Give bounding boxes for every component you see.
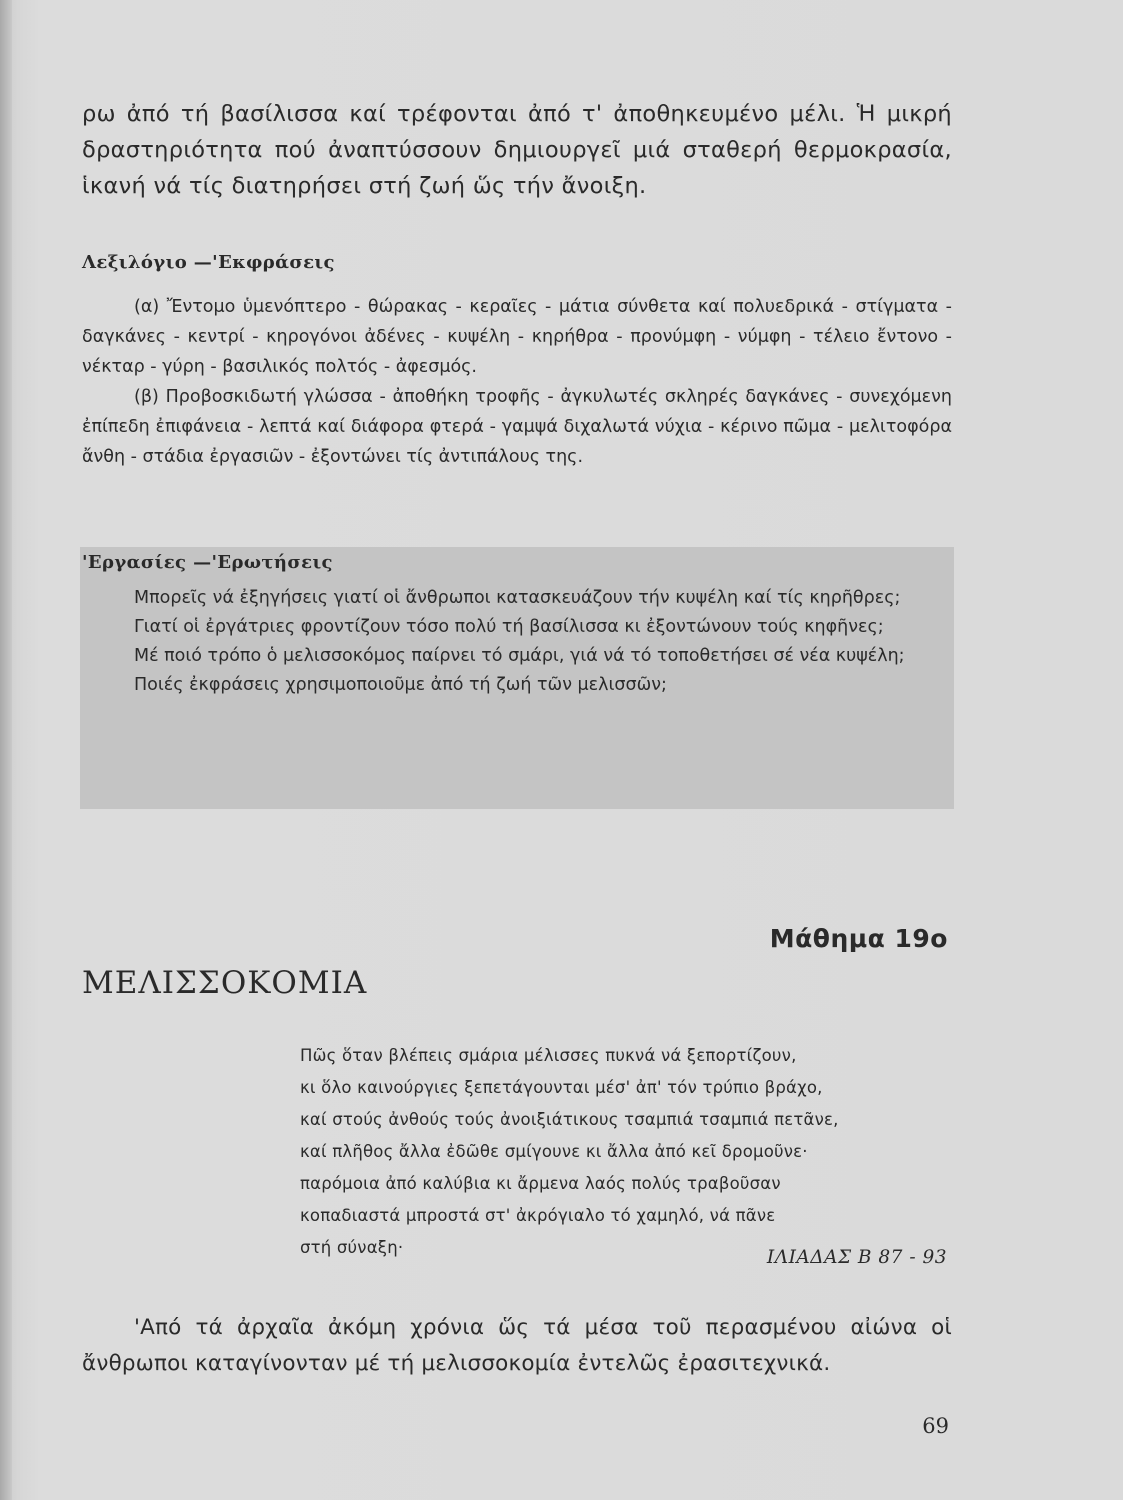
exercise-question-4: Ποιές ἐκφράσεις χρησιμοποιοῦμε ἀπό τή ζωή τῶν μελισσῶν; [134,675,667,695]
intro-paragraph: ρω ἀπό τή βασίλισσα καί τρέφονται ἀπό τ' ἀποθηκευμένο μέλι. Ἡ μικρή δραστηριότητα πού ἀναπτύσσουν δημιουργεῖ μιά σταθερή θερμοκρασία, ἱκανή νά τίς διατηρήσει στή ζωή ὥς τήν ἄνοιξη. [82,101,952,199]
vocabulary-item-b: (β) Προβοσκιδωτή γλώσσα - ἀποθήκη τροφῆς - ἀγκυλωτές σκληρές δαγκάνες - συνεχόμενη ἐπίπεδη ἐπιφάνεια - λεπτά καί διάφορα φτερά - γαμψά διχαλωτά νύχια - κέρινο πῶμα - μελιτοφόρα ἄνθη - στάδια ἐργασιῶν - ἐξοντώνει τίς ἀντιπάλους της. [82,387,952,467]
closing-paragraph: 'Από τά ἀρχαῖα ἀκόμη χρόνια ὥς τά μέσα τοῦ περασμένου αἰώνα οἱ ἄνθρωποι καταγίνονταν μέ τή μελισσοκομία ἐντελῶς ἐρασιτεχνικά. [82,1315,952,1376]
poem-line-7: στή σύναξη· [300,1238,404,1257]
poem-excerpt [300,1040,950,1264]
exercise-question-3: Μέ ποιό τρόπο ὁ μελισσοκόμος παίρνει τό σμάρι, γιά νά τό τοποθετήσει σέ νέα κυψέλη; [134,646,905,666]
poem-line-2: κι ὅλο καινούργιες ξεπετάγουνται μέσ' ἀπ' τόν τρύπιο βράχο, [300,1078,823,1097]
vocabulary-item-a: (α) Ἔντομο ὑμενόπτερο - θώρακας - κεραῖες - μάτια σύνθετα καί πολυεδρικά - στίγματα - δαγκάνες - κεντρί - κηρογόνοι ἀδένες - κυψέλη - κηρήθρα - προνύμφη - νύμφη - τέλειο ἔντονο - νέκταρ - γύρη - βασιλικός πολτός - ἀφεσμός. [82,297,952,377]
poem-line-4: καί πλῆθος ἄλλα ἐδῶθε σμίγουνε κι ἄλλα ἀπό κεῖ δρομοῦνε· [300,1142,808,1161]
poem-line-5: παρόμοια ἀπό καλύβια κι ἄρμενα λαός πολύς τραβοῦσαν [300,1174,781,1193]
page-number: 69 [922,1414,949,1438]
poem-citation: ΙΛΙΑΔΑΣ Β 87 - 93 [766,1247,947,1268]
poem-line-3: καί στούς ἀνθούς τούς ἀνοιξιάτικους τσαμπιά τσαμπιά πετᾶνε, [300,1110,839,1129]
intro-text [82,96,952,204]
exercises-section [82,584,950,700]
vocabulary-heading: Λεξιλόγιο —'Εκφράσεις [82,252,335,273]
lesson-number-label: Μάθημα 19ο [769,924,948,953]
poem-line-1: Πῶς ὅταν βλέπεις σμάρια μέλισσες πυκνά νά ξεπορτίζουν, [300,1046,797,1065]
exercise-question-2: Γιατί οἱ ἐργάτριες φροντίζουν τόσο πολύ τή βασίλισσα κι ἐξοντώνουν τούς κηφῆνες; [134,617,884,637]
poem-line-6: κοπαδιαστά μπροστά στ' ἀκρόγιαλο τό χαμηλό, νά πᾶνε [300,1206,776,1225]
vocabulary-section [82,292,952,472]
exercises-heading: 'Εργασίες —'Ερωτήσεις [82,552,333,573]
lesson-title: ΜΕΛΙΣΣΟΚΟΜΙΑ [82,965,368,1001]
book-spine-shadow [0,0,12,1500]
exercise-question-1: Μπορεῖς νά ἐξηγήσεις γιατί οἱ ἄνθρωποι κατασκευάζουν τήν κυψέλη καί τίς κηρῆθρες; [134,588,901,608]
closing-text [82,1310,952,1382]
